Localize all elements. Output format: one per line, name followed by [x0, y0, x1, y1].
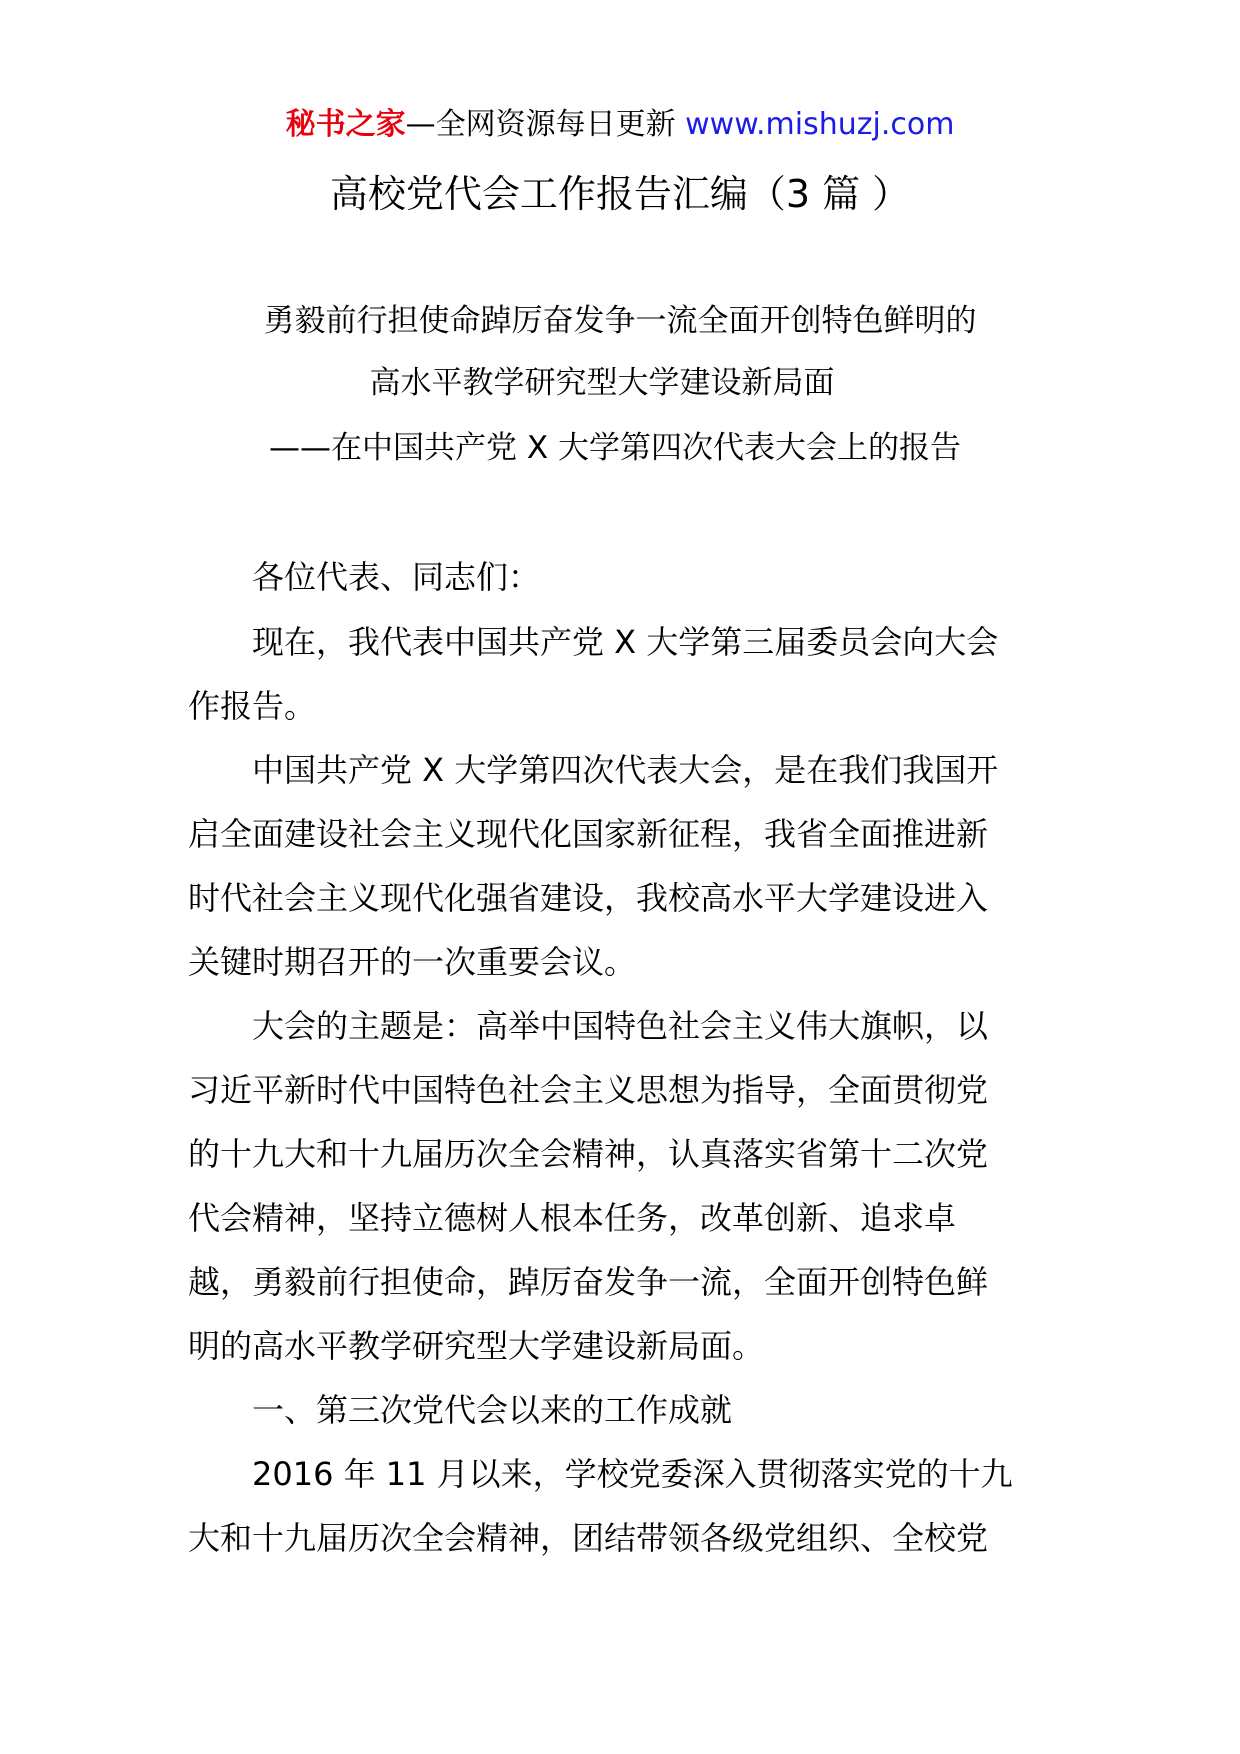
body-line: 明的高水平教学研究型大学建设新局面。	[188, 1327, 765, 1365]
body-line: 启全面建设社会主义现代化国家新征程，我省全面推进新	[188, 815, 989, 853]
body-line: 习近平新时代中国特色社会主义思想为指导，全面贯彻党	[188, 1071, 989, 1109]
document-title: 高校党代会工作报告汇编（3 篇 ）	[329, 172, 911, 216]
body-line: 的十九大和十九届历次全会精神，认真落实省第十二次党	[188, 1135, 989, 1173]
body-line: 时代社会主义现代化强省建设，我校高水平大学建设进入	[188, 879, 989, 917]
section-heading: 一、第三次党代会以来的工作成就	[252, 1391, 733, 1429]
site-brand: 秘书之家	[285, 107, 406, 142]
body-line: 2016 年 11 月以来，学校党委深入贯彻落实党的十九	[252, 1455, 1013, 1493]
body-line: 现在，我代表中国共产党 X 大学第三届委员会向大会	[252, 623, 999, 661]
body-line: 作报告。	[188, 687, 317, 725]
body-line: 越，勇毅前行担使命，踔厉奋发争一流，全面开创特色鲜	[188, 1263, 989, 1301]
body-line: 关键时期召开的一次重要会议。	[188, 943, 637, 981]
report-subtitle-line-2: 高水平教学研究型大学建设新局面	[369, 365, 835, 401]
report-subtitle-line-3: ——在中国共产党 X 大学第四次代表大会上的报告	[269, 430, 961, 466]
body-line: 大和十九届历次全会精神，团结带领各级党组织、全校党	[188, 1519, 989, 1557]
site-slogan: —全网资源每日更新	[405, 107, 676, 142]
body-line: 中国共产党 X 大学第四次代表大会，是在我们我国开	[252, 751, 999, 789]
site-header	[0, 98, 1240, 152]
body-line: 代会精神，坚持立德树人根本任务，改革创新、追求卓	[188, 1199, 957, 1237]
site-url-link[interactable]: www.mishuzj.com	[685, 107, 955, 142]
body-line: 大会的主题是：高举中国特色社会主义伟大旗帜，以	[252, 1007, 989, 1045]
body-line: 各位代表、同志们：	[252, 558, 541, 596]
report-subtitle-line-1: 勇毅前行担使命踔厉奋发争一流全面开创特色鲜明的	[263, 303, 977, 339]
